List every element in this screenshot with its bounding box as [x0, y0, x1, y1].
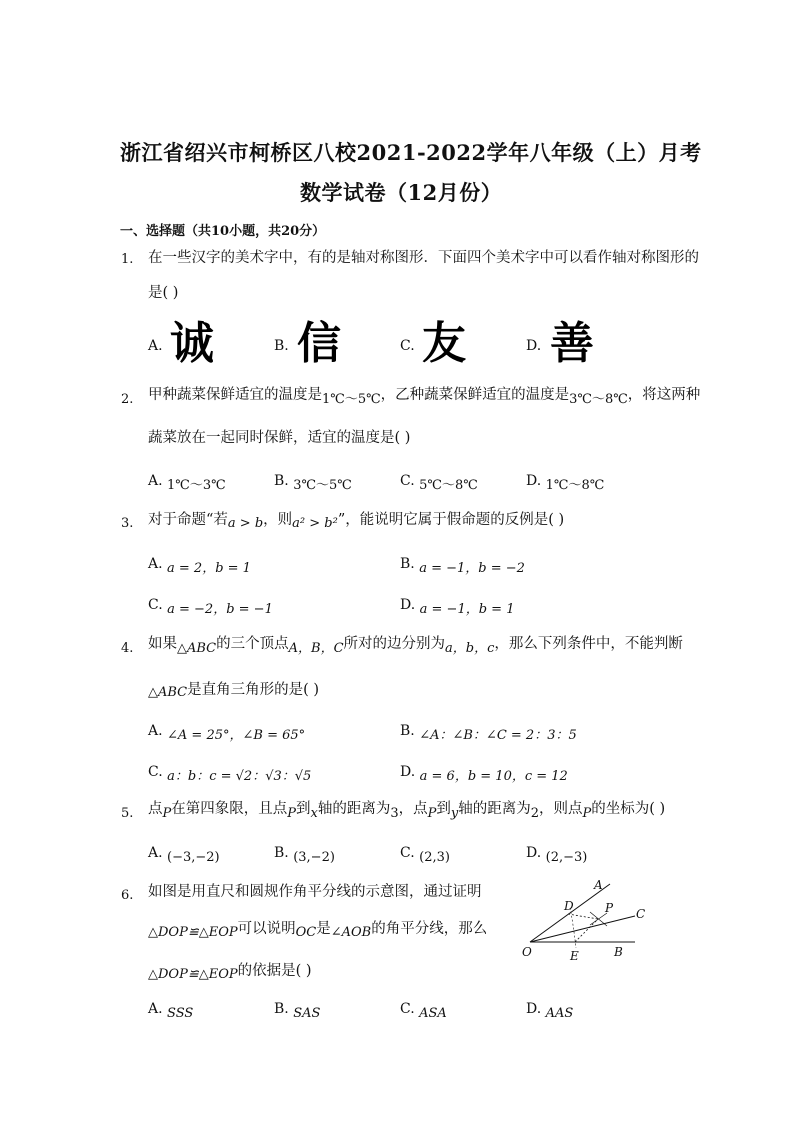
- question-text: 蔬菜放在一起同时保鲜，适宜的温度是( ): [148, 430, 411, 446]
- option-c: C. 5℃～8℃: [400, 473, 478, 493]
- option-c: C. (2,3): [400, 845, 450, 865]
- question-number: 5.: [121, 806, 134, 821]
- question-number: 4.: [121, 641, 134, 656]
- option-d: D. AAS: [526, 1001, 574, 1021]
- question-number: 3.: [121, 516, 134, 531]
- option-b: B. 3℃～5℃: [274, 473, 352, 493]
- question-text: 如图是用直尺和圆规作角平分线的示意图，通过证明: [148, 884, 482, 900]
- label-p: P: [605, 901, 614, 915]
- question-number: 6.: [121, 888, 134, 903]
- option-c: C. a = −2，b = −1: [148, 597, 273, 617]
- option-d: D. a = 6，b = 10，c = 12: [400, 764, 568, 784]
- option-b: B. ∠A：∠B：∠C = 2：3：5: [400, 723, 577, 743]
- option-d: D. 1℃～8℃: [526, 473, 605, 493]
- option-art-char: 友: [422, 318, 466, 369]
- question-text: 对于命题“若a > b，则a² > b²”，能说明它属于假命题的反例是( ): [148, 512, 565, 531]
- angle-bisector-figure: [510, 872, 660, 964]
- label-a: A: [594, 878, 603, 892]
- ray-oa: [530, 884, 610, 942]
- label-b: B: [614, 945, 623, 959]
- option-letter: D.: [526, 338, 542, 354]
- option-d: D. (2,−3): [526, 845, 588, 865]
- option-letter: A.: [148, 338, 163, 354]
- label-e: E: [570, 949, 579, 963]
- question-text: 甲种蔬菜保鲜适宜的温度是1℃～5℃，乙种蔬菜保鲜适宜的温度是3℃～8℃，将这两种: [148, 387, 701, 407]
- option-a: A. 1℃～3℃: [148, 473, 226, 493]
- question-text: 在一些汉字的美术字中，有的是轴对称图形．下面四个美术字中可以看作轴对称图形的: [148, 250, 699, 266]
- option-b: B. SAS: [274, 1001, 321, 1021]
- option-art-char: 信: [297, 318, 341, 369]
- option-d: D. a = −1，b = 1: [400, 597, 515, 617]
- option-letter: C.: [400, 338, 415, 354]
- option-c: C. a：b：c = √2：√3：√5: [148, 764, 312, 784]
- section-heading: 一、选择题（共10小题，共20分）: [120, 224, 326, 239]
- question-text: 点P在第四象限，且点P到x轴的距离为3，点P到y轴的距离为2，则点P的坐标为( ): [148, 801, 666, 821]
- option-b: B. (3,−2): [274, 845, 335, 865]
- label-o: O: [522, 945, 532, 959]
- label-c: C: [636, 907, 646, 921]
- option-art-char: 善: [550, 318, 594, 369]
- page-subtitle: 数学试卷（12月份）: [300, 180, 503, 205]
- question-text: △DOP≌△EOP的依据是( ): [148, 963, 312, 982]
- question-text: △DOP≌△EOP可以说明OC是∠AOB的角平分线，那么: [148, 921, 488, 940]
- label-d: D: [564, 899, 574, 913]
- option-a: A. (−3,−2): [148, 845, 220, 865]
- option-a: A. ∠A = 25°，∠B = 65°: [148, 723, 306, 743]
- option-c: C. ASA: [400, 1001, 447, 1021]
- question-text: 如果△ABC的三个顶点A，B，C所对的边分别为a，b，c，那么下列条件中，不能判断: [148, 636, 683, 656]
- option-b: B. a = −1，b = −2: [400, 556, 525, 576]
- option-a: A. a = 2，b = 1: [148, 556, 251, 576]
- question-text: △ABC是直角三角形的是( ): [148, 682, 320, 700]
- option-letter: B.: [274, 338, 289, 354]
- page-title: 浙江省绍兴市柯桥区八校2021-2022学年八年级（上）月考: [120, 140, 702, 165]
- ray-oc: [530, 916, 635, 942]
- question-number: 1.: [121, 252, 134, 267]
- option-a: A. SSS: [148, 1001, 194, 1021]
- question-number: 2.: [121, 392, 134, 407]
- option-art-char: 诚: [170, 318, 214, 369]
- question-text: 是( ): [148, 285, 179, 301]
